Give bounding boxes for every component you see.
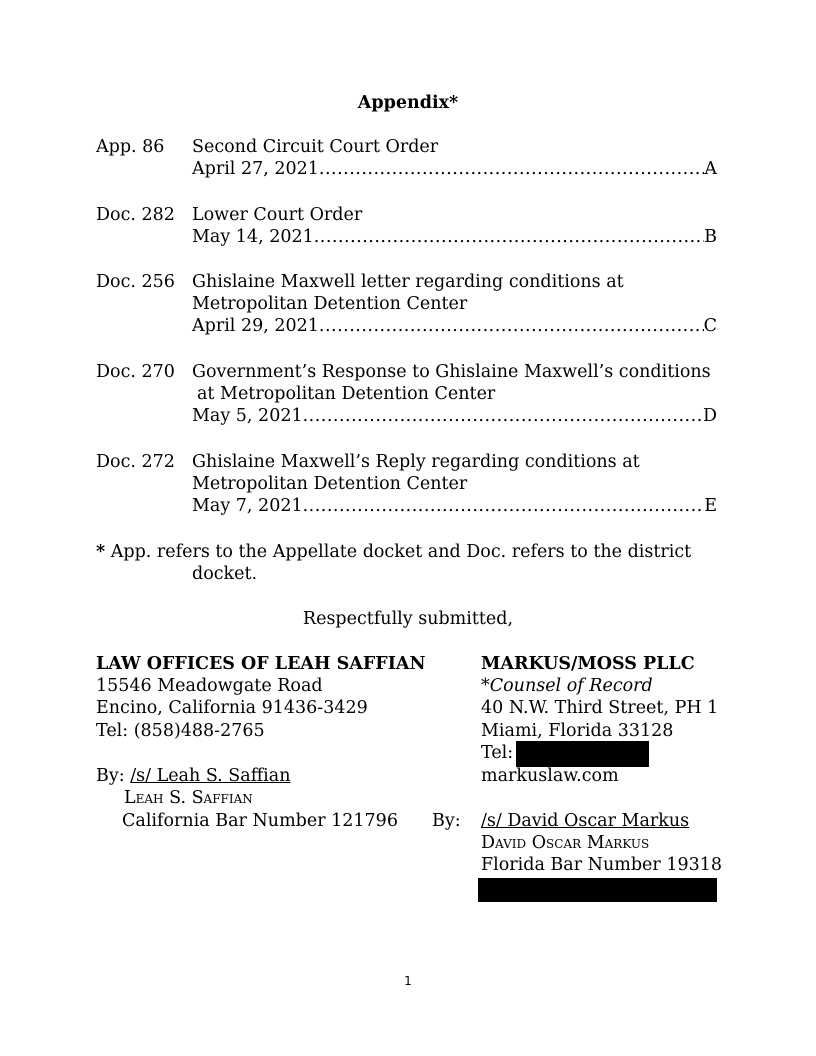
- right-firm-address2: Miami, Florida 33128: [481, 721, 674, 741]
- entry-date: May 5, 2021: [192, 406, 303, 426]
- page-title: Appendix*: [357, 93, 459, 113]
- left-firm-name: LAW OFFICES OF LEAH SAFFIAN: [96, 654, 426, 674]
- redaction-block: [516, 741, 649, 767]
- counsel-label: Counsel of Record: [489, 676, 653, 696]
- footnote: [96, 541, 691, 563]
- entry-title-cont: Metropolitan Detention Center: [192, 294, 468, 314]
- entry-date-line: [192, 405, 717, 427]
- entry-title: Ghislaine Maxwell letter regarding conditions at: [192, 272, 624, 292]
- entry-title: Government’s Response to Ghislaine Maxwell’s conditions: [192, 362, 711, 382]
- page-number: 1: [404, 974, 412, 988]
- left-firm-tel: Tel: (858)488-2765: [96, 721, 265, 741]
- entry-ref: Doc. 270: [96, 362, 175, 382]
- redaction-block: [478, 878, 717, 902]
- footnote-text-cont: docket.: [192, 564, 258, 584]
- right-firm-website: markuslaw.com: [481, 766, 619, 786]
- entry-title-cont: at Metropolitan Detention Center: [197, 384, 496, 404]
- left-firm-address1: 15546 Meadowgate Road: [96, 676, 323, 696]
- by-label: By:: [432, 811, 461, 831]
- entry-title: Second Circuit Court Order: [192, 137, 439, 157]
- entry-date: April 27, 2021: [192, 159, 319, 179]
- left-firm-address2: Encino, California 91436-3429: [96, 698, 368, 718]
- left-signature-line: [96, 765, 290, 787]
- entry-ref: Doc. 256: [96, 272, 175, 292]
- right-firm-address1: 40 N.W. Third Street, PH 1: [481, 698, 719, 718]
- left-signature: /s/ Leah S. Saffian: [130, 766, 291, 786]
- right-firm-tel-label: Tel:: [481, 743, 514, 763]
- entry-letter: C: [703, 316, 717, 336]
- left-attorney-name: Leah S. Saffian: [124, 788, 253, 808]
- entry-date-line: [192, 315, 717, 337]
- entry-date: May 7, 2021: [192, 496, 303, 516]
- right-firm-name: MARKUS/MOSS PLLC: [481, 654, 695, 674]
- entry-date: April 29, 2021: [192, 316, 319, 336]
- footnote-text: App. refers to the Appellate docket and Doc. refers to the district: [110, 542, 692, 562]
- entry-letter: D: [702, 406, 717, 426]
- entry-date-line: [192, 226, 717, 248]
- entry-date-line: [192, 495, 717, 517]
- entry-title: Ghislaine Maxwell’s Reply regarding conditions at: [192, 452, 640, 472]
- entry-ref: Doc. 272: [96, 452, 175, 472]
- right-bar-number: Florida Bar Number 19318: [481, 855, 722, 875]
- entry-ref: Doc. 282: [96, 205, 175, 225]
- counsel-mark: *: [481, 676, 490, 696]
- closing: Respectfully submitted,: [302, 609, 514, 629]
- entry-ref: App. 86: [96, 137, 165, 157]
- entry-letter: A: [704, 159, 717, 179]
- entry-letter: B: [704, 227, 717, 247]
- right-attorney-name: David Oscar Markus: [481, 833, 650, 853]
- entry-date: May 14, 2021: [192, 227, 314, 247]
- footnote-mark: *: [96, 542, 106, 562]
- entry-title-cont: Metropolitan Detention Center: [192, 474, 468, 494]
- by-label: By:: [96, 766, 125, 786]
- left-bar-number: California Bar Number 121796: [122, 811, 398, 831]
- right-signature: /s/ David Oscar Markus: [481, 811, 690, 831]
- entry-date-line: [192, 158, 717, 180]
- entry-letter: E: [704, 496, 717, 516]
- entry-title: Lower Court Order: [192, 205, 363, 225]
- counsel-of-record: [481, 675, 653, 697]
